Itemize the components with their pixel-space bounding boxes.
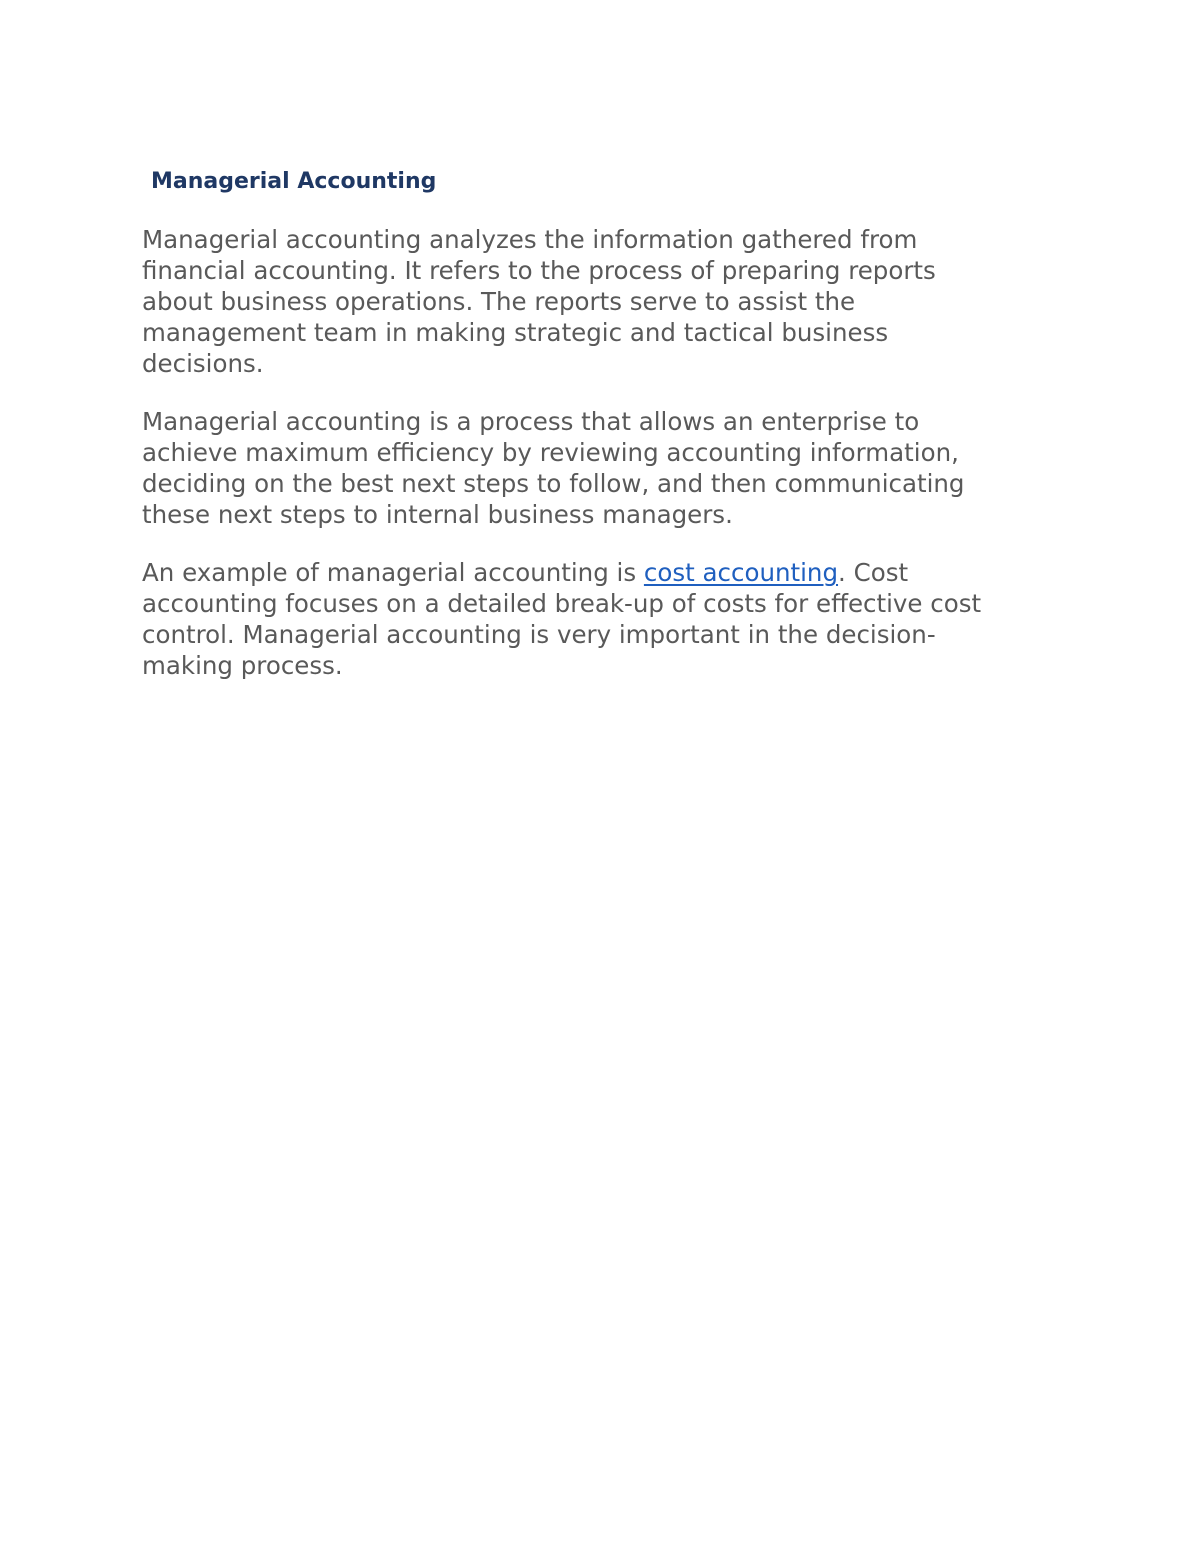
document-body <box>142 224 1072 708</box>
paragraph-2 <box>142 406 1072 530</box>
paragraph-line: deciding on the best next steps to follow, and then communicating <box>142 469 965 498</box>
paragraph-line: Managerial accounting analyzes the information gathered from <box>142 225 918 254</box>
paragraph-line: decisions. <box>142 349 264 378</box>
paragraph-line: financial accounting. It refers to the process of preparing reports <box>142 256 936 285</box>
paragraph-line: making process. <box>142 651 343 680</box>
paragraph-line: about business operations. The reports serve to assist the <box>142 287 856 316</box>
paragraph-text: . Cost <box>838 558 909 587</box>
paragraph-line: accounting focuses on a detailed break-up of costs for effective cost <box>142 589 982 618</box>
paragraph-line: achieve maximum efficiency by reviewing accounting information, <box>142 438 959 467</box>
cost-accounting-link[interactable]: cost accounting <box>643 558 839 587</box>
paragraph-line: Managerial accounting is a process that allows an enterprise to <box>142 407 920 436</box>
paragraph-line: control. Managerial accounting is very important in the decision- <box>142 620 936 649</box>
paragraph-line: management team in making strategic and tactical business <box>142 318 889 347</box>
paragraph-line: these next steps to internal business managers. <box>142 500 733 529</box>
paragraph-text: An example of managerial accounting is <box>142 558 644 587</box>
paragraph-1 <box>142 224 1072 379</box>
paragraph-line <box>142 557 1072 588</box>
paragraph-3 <box>142 557 1072 681</box>
page-title: Managerial Accounting <box>151 169 437 194</box>
